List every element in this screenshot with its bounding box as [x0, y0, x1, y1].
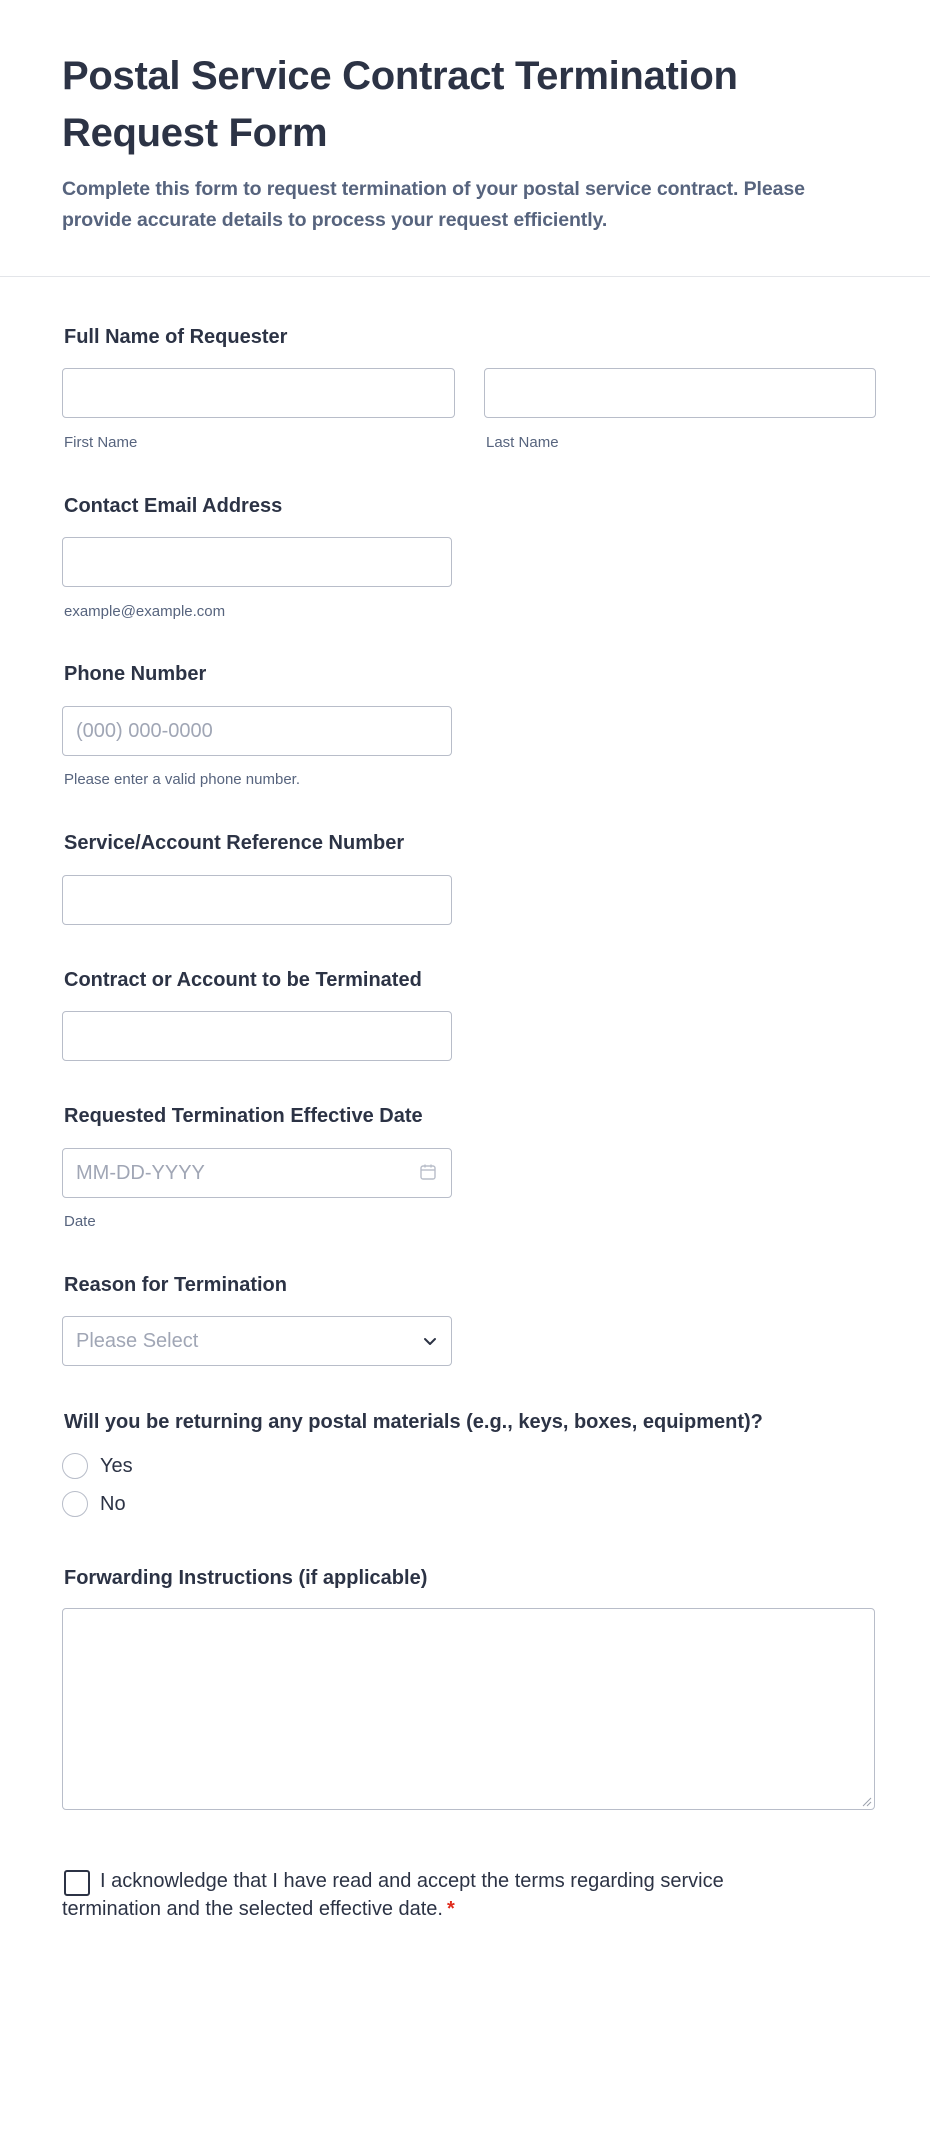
last-name-sublabel: Last Name [486, 434, 559, 451]
date-label: Requested Termination Effective Date [64, 1105, 423, 1127]
phone-label: Phone Number [64, 663, 207, 685]
radio-yes[interactable] [62, 1453, 88, 1479]
page-subtitle: Complete this form to request termination of your postal service contract. Please provide accurate details to process your request efficiently. [62, 178, 805, 231]
resize-handle-icon[interactable] [860, 1795, 872, 1807]
first-name-input[interactable] [62, 368, 455, 418]
reason-label: Reason for Termination [64, 1274, 287, 1296]
reference-field[interactable] [62, 875, 452, 925]
acknowledge-text: I acknowledge that I have read and accept the terms regarding service termination and the selected effective date. [62, 1870, 724, 1920]
last-name-input[interactable] [484, 368, 876, 418]
returning-label: Will you be returning any postal materials (e.g., keys, boxes, equipment)? [64, 1411, 763, 1433]
forwarding-textarea[interactable] [62, 1608, 875, 1810]
email-label: Contact Email Address [64, 495, 283, 517]
reason-selected-value: Please Select [76, 1330, 199, 1352]
email-field[interactable] [62, 537, 452, 587]
phone-field[interactable]: (000) 000-0000 [62, 706, 452, 756]
date-placeholder: MM-DD-YYYY [76, 1162, 205, 1184]
contract-field[interactable] [62, 1011, 452, 1061]
radio-yes-label[interactable]: Yes [100, 1455, 133, 1477]
contract-label: Contract or Account to be Terminated [64, 969, 422, 991]
chevron-down-icon [421, 1332, 439, 1350]
acknowledge-label[interactable] [62, 1867, 822, 1923]
header-divider [0, 276, 930, 277]
date-field[interactable] [62, 1148, 452, 1198]
full-name-label: Full Name of Requester [64, 326, 288, 348]
form-header [62, 48, 862, 236]
first-name-sublabel: First Name [64, 434, 138, 451]
required-asterisk: * [447, 1898, 455, 1920]
calendar-icon[interactable] [419, 1163, 437, 1181]
email-sublabel: example@example.com [64, 603, 226, 620]
date-sublabel: Date [64, 1213, 96, 1230]
reference-label: Service/Account Reference Number [64, 832, 405, 854]
reason-select[interactable] [62, 1316, 452, 1366]
page-title: Postal Service Contract Termination Request Form [62, 54, 738, 155]
radio-no-label[interactable]: No [100, 1493, 126, 1515]
radio-no[interactable] [62, 1491, 88, 1517]
forwarding-label: Forwarding Instructions (if applicable) [64, 1567, 428, 1589]
phone-sublabel: Please enter a valid phone number. [64, 771, 300, 788]
